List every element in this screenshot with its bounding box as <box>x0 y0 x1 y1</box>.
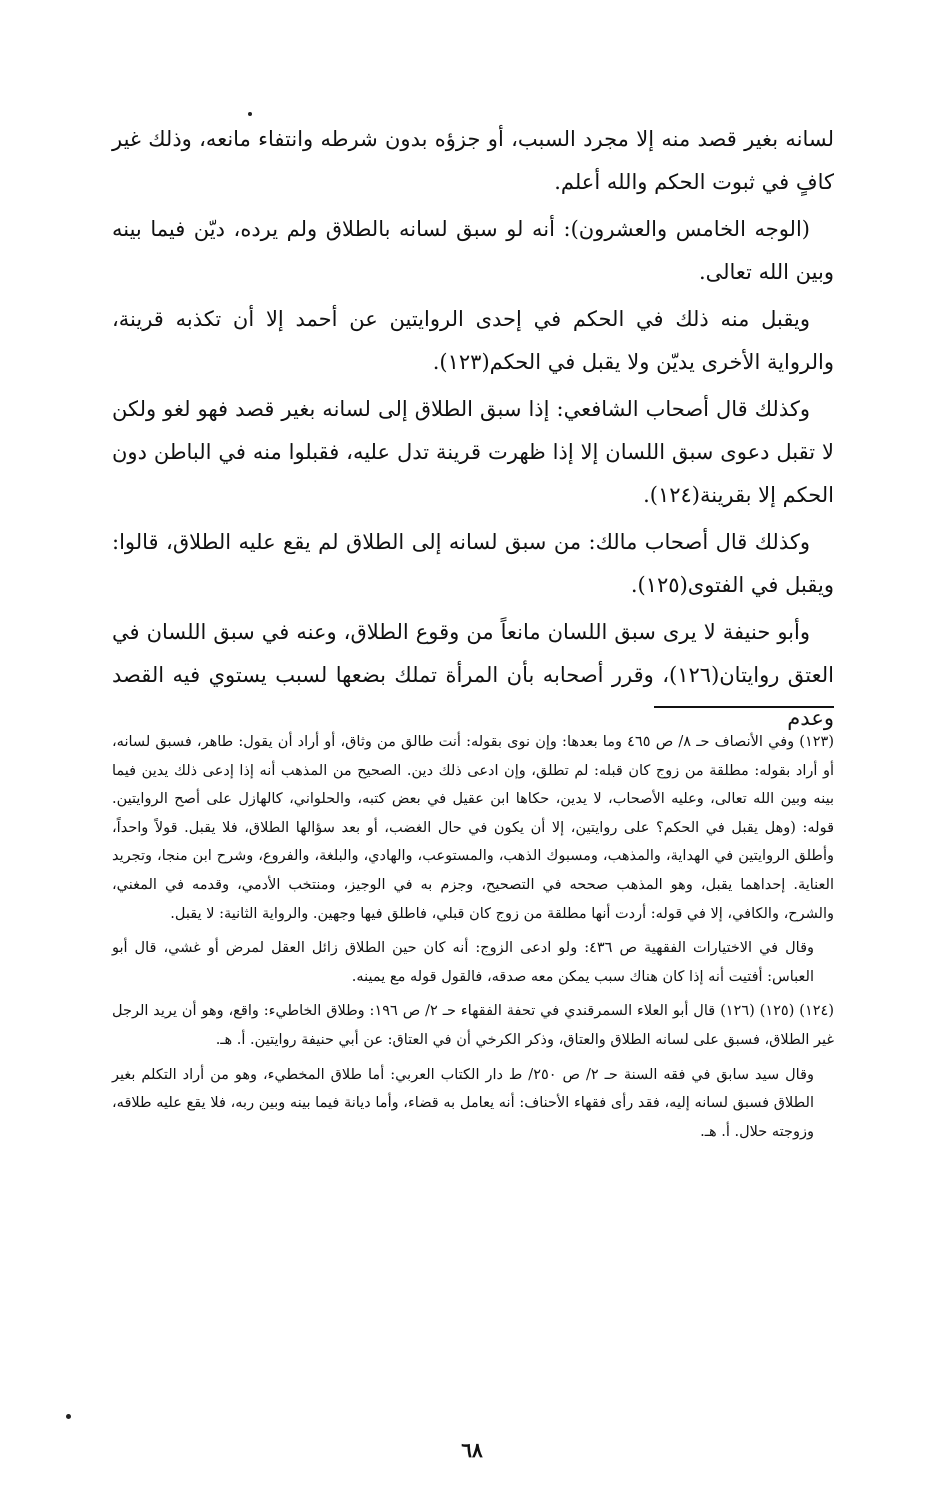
footnote-separator <box>654 706 834 708</box>
footnote-123: (١٢٣) وفي الأنصاف حـ ٨/ ص ٤٦٥ وما بعدها: وإن نوى بقوله: أنت طالق من وثاق، أو أراد أن يقول: طاهر، فسبق لسانه، أو أراد بقوله: مطلقة من زوج كان قبله: لم تطلق، وإن ادعى ذلك دين. الصحيح من المذهب أنه إذا إدعى ذلك يدين فيما بينه وبين الله تعالى، وعليه الأصحاب، لا يدين، حكاها ابن عقيل في بعض كتبه، والحلواني، كالهازل على أصح الروايتين. قوله: (وهل يقبل في الحكم؟ على روايتين، إلا أن يكون في حال الغضب، أو بعد سؤالها الطلاق، فلا يقبل. قولاً واحداً، وأطلق الروايتين في الهداية، والمذهب، ومسبوك الذهب، والمستوعب، والهادي، والبلغة، والفروع، وشرح ابن منجا، وتجريد العناية. إحداهما يقبل، وهو المذهب صححه في التصحيح، وجزم به في الوجيز، ومنتخب الأدمي، وقدمه في المغني، والشرح، والكافي، إلا في قوله: أردت أنها مطلقة من زوج كان قبلي، فاطلق فيها وجهين. والرواية الثانية: لا يقبل. <box>112 734 834 922</box>
footnote-124-126-continued: وقال سيد سابق في فقه السنة حـ ٢/ ص ٢٥٠/ ط دار الكتاب العربي: أما طلاق المخطيء، وهو من أراد التكلم بغير الطلاق فسبق لسانه إليه، فقد رأى فقهاء الأحناف: أنه يعامل به قضاء، وأما ديانة فيما بينه وبين ربه، فلا يقع عليه طلاقه، وزوجته حلال. أ. هـ. <box>112 1066 814 1140</box>
paragraph-5: وكذلك قال أصحاب مالك: من سبق لسانه إلى الطلاق لم يقع عليه الطلاق، قالوا: ويقبل في الفتوى(١٢٥). <box>112 530 834 597</box>
paragraph-3: ويقبل منه ذلك في الحكم في إحدى الروايتين عن أحمد إلا أن تكذبه قرينة، والرواية الأخرى يديّن ولا يقبل في الحكم(١٢٣). <box>112 307 834 374</box>
page-number: ٦٨ <box>461 1438 483 1462</box>
main-text <box>112 118 834 744</box>
footnote-123-continued: وقال في الاختيارات الفقهية ص ٤٣٦: ولو ادعى الزوج: أنه كان حين الطلاق زائل العقل لمرض أو غشي، قال أبو العباس: أفتيت أنه إذا كان هناك سبب يمكن معه صدقه، فالقول قوله مع يمينه. <box>112 940 815 985</box>
speck-mark <box>248 112 252 116</box>
paragraph-6: وأبو حنيفة لا يرى سبق اللسان مانعاً من وقوع الطلاق، وعنه في سبق اللسان في العتق روايتان(١٢٦)، وقرر أصحابه بأن المرأة تملك بضعها لسبب يستوي فيه القصد وعدم <box>112 620 835 730</box>
paragraph-2: (الوجه الخامس والعشرون): أنه لو سبق لسانه بالطلاق ولم يرده، ديّن فيما بينه وبين الله تعالى. <box>112 217 834 284</box>
footnote-124-126: (١٢٤) (١٢٥) (١٢٦) قال أبو العلاء السمرقندي في تحفة الفقهاء حـ ٢/ ص ١٩٦: وطلاق الخاطيء: واقع، وهو أن يريد الرجل غير الطلاق، فسبق على لسانه الطلاق والعتاق، وذكر الكرخي أن في العتاق: عن أبي حنيفة روايتين. أ. هـ. <box>112 1003 834 1048</box>
footnotes <box>112 728 834 1152</box>
margin-mark <box>66 1414 71 1419</box>
paragraph-1: لسانه بغير قصد منه إلا مجرد السبب، أو جزؤه بدون شرطه وانتفاء مانعه، وذلك غير كافٍ في ثبوت الحكم والله أعلم. <box>112 127 834 194</box>
paragraph-4: وكذلك قال أصحاب الشافعي: إذا سبق الطلاق إلى لسانه بغير قصد فهو لغو ولكن لا تقبل دعوى سبق اللسان إلا إذا ظهرت قرينة تدل عليه، فقبلوا منه في الباطن دون الحكم إلا بقرينة(١٢٤). <box>112 397 834 507</box>
